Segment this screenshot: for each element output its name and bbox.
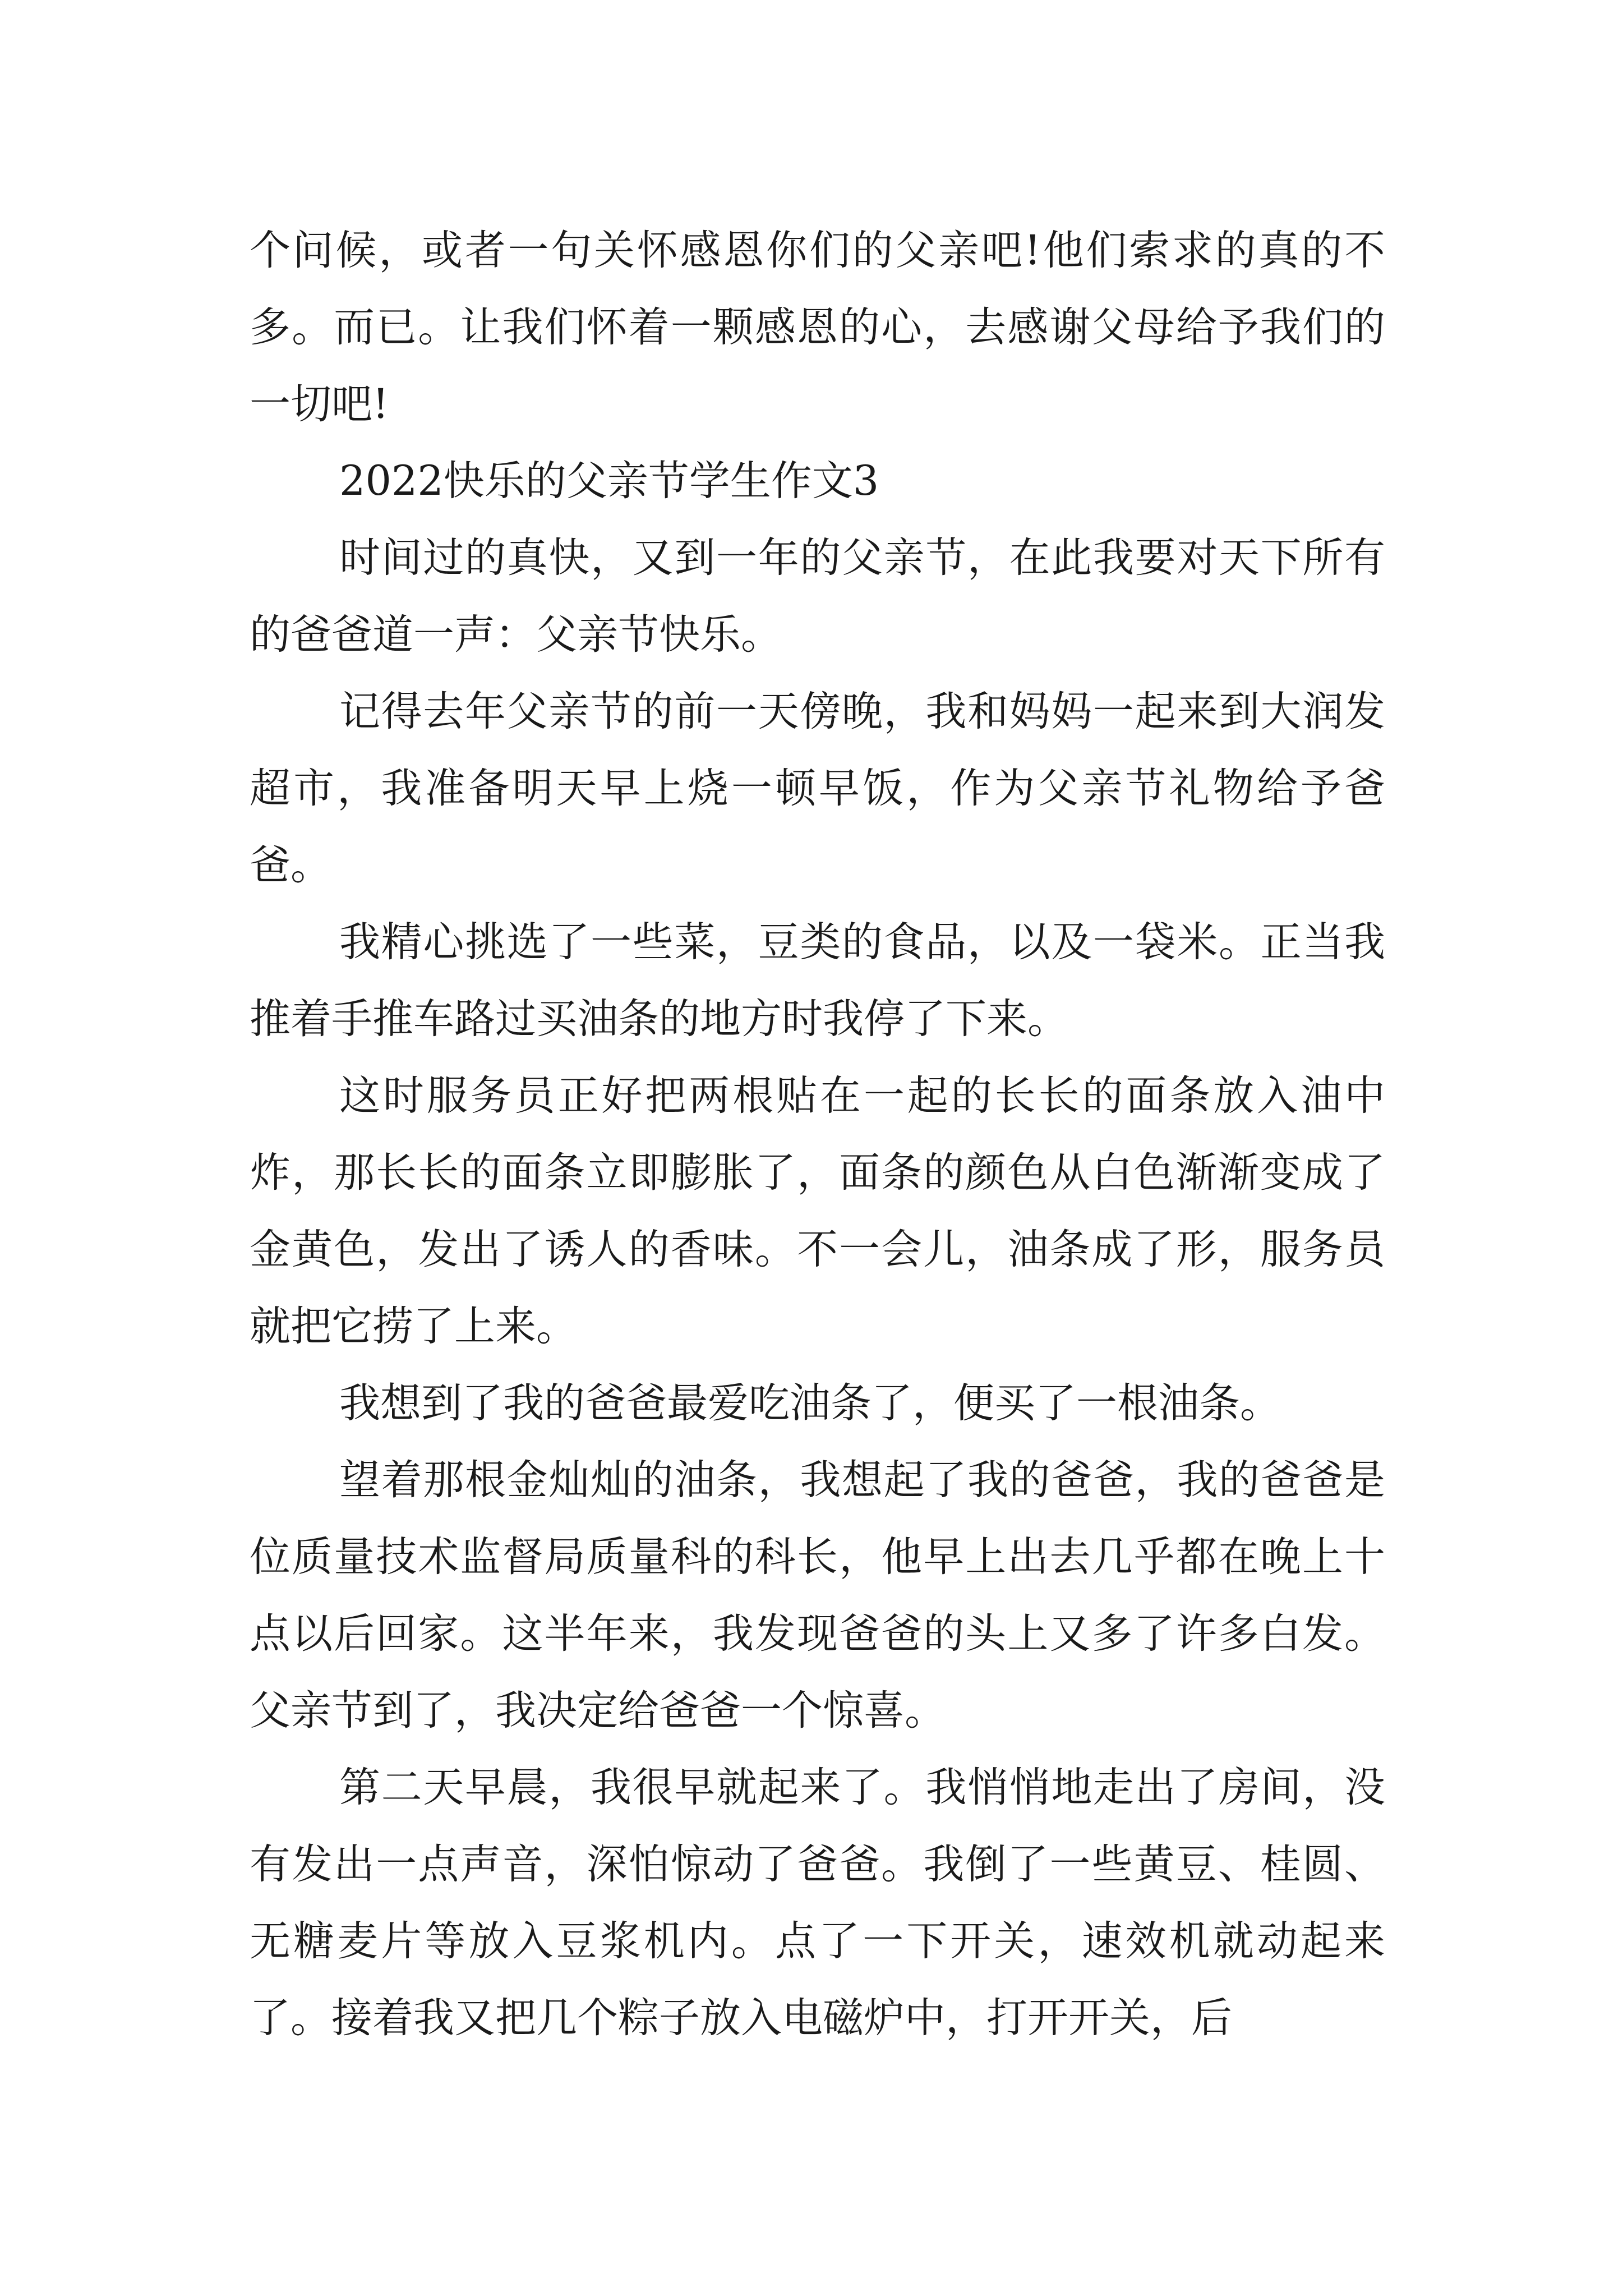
paragraph: 这时服务员正好把两根贴在一起的长长的面条放入油中炸，那长长的面条立即膨胀了，面条的颜色从白色渐渐变成了金黄色，发出了诱人的香味。不一会儿，油条成了形，服务员就把它捞了上来。 — [250, 1072, 1385, 1350]
section-heading: 2022快乐的父亲节学生作文3 — [339, 457, 879, 505]
document-body — [250, 212, 1385, 2056]
paragraph: 望着那根金灿灿的油条，我想起了我的爸爸，我的爸爸是位质量技术监督局质量科的科长，他早上出去几乎都在晚上十点以后回家。这半年来，我发现爸爸的头上又多了许多白发。父亲节到了，我决定给爸爸一个惊喜。 — [250, 1456, 1385, 1734]
paragraph: 记得去年父亲节的前一天傍晚，我和妈妈一起来到大润发超市，我准备明天早上烧一顿早饭，作为父亲节礼物给予爸爸。 — [250, 688, 1385, 889]
paragraph-continuation: 个问候，或者一句关怀感恩你们的父亲吧!他们索求的真的不多。而已。让我们怀着一颗感恩的心，去感谢父母给予我们的一切吧! — [250, 227, 1385, 428]
paragraph: 时间过的真快，又到一年的父亲节，在此我要对天下所有的爸爸道一声：父亲节快乐。 — [250, 534, 1385, 659]
paragraph: 第二天早晨，我很早就起来了。我悄悄地走出了房间，没有发出一点声音，深怕惊动了爸爸。我倒了一些黄豆、桂圆、无糖麦片等放入豆浆机内。点了一下开关，速效机就动起来了。接着我又把几个粽子放入电磁炉中，打开开关，后 — [250, 1764, 1385, 2042]
paragraph: 我想到了我的爸爸最爱吃油条了，便买了一根油条。 — [339, 1379, 1281, 1427]
paragraph: 我精心挑选了一些菜，豆类的食品，以及一袋米。正当我推着手推车路过买油条的地方时我停了下来。 — [250, 918, 1385, 1043]
